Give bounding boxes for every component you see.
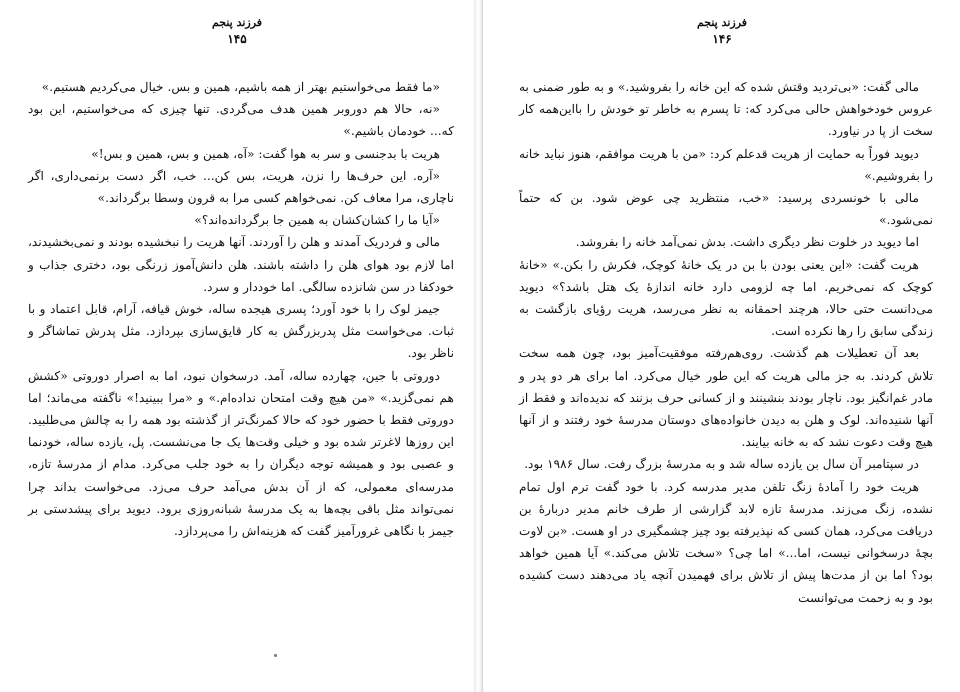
paragraph: «آره. این حرف‌ها را نزن، هریت، بس کن... خب، اگر دست برنمی‌داری، اگر ناچاری، مرا معاف کن. نمی‌خواهم کسی مرا به قرون وسطا برگرداند.»	[28, 168, 454, 206]
paragraph: جیمز لوک را با خود آورد؛ پسری هیجده ساله، خوش قیافه، آرام، قابل اعتماد و با ثبات. می‌خواست مثل پدربزرگش به کار قایق‌سازی بپردازد. مثل پدرش تماشاگر و ناظر بود.	[28, 302, 454, 361]
paragraph: دیوید فوراً به حمایت از هریت قدعلم کرد: «من با هریت موافقم، هنوز نباید خانه را بفروشیم.»	[519, 146, 933, 183]
paragraph: در سپتامبر آن سال بن یازده ساله شد و به مدرسهٔ بزرگ رفت. سال ۱۹۸۶ بود.	[524, 457, 919, 472]
paragraph: هریت گفت: «این یعنی بودن با بن در یک خانهٔ کوچک، فکرش را بکن.» «خانهٔ کوچک که نمی‌خریم. اما چه لزومی دارد خانه اندازهٔ یک هتل باشد؟» دیوید می‌دانست حتی حالا، هرچند احمقانه به نظر می‌رسد، هریت رؤیای بازگشت به زندگی سابق را رها نکرده است.	[519, 257, 933, 339]
left-page-header	[0, 16, 474, 47]
paragraph: «آیا ما را کشان‌کشان به همین جا برگردانده‌اند؟»	[194, 213, 440, 228]
paragraph: مالی و فردریک آمدند و هلن را آوردند. آنها هریت را نبخشیده بودند و نمی‌بخشیدند، اما لازم بود هوای هلن را داشته باشند. هلن دانش‌آموز زرنگی بود، دختری جذاب و خودکفا در سن شانزده سالگی. اما خوددار و سرد.	[28, 235, 454, 294]
right-page-number: ۱۴۶	[712, 32, 732, 46]
left-running-title: فرزند پنجم	[211, 16, 263, 29]
paragraph: دوروتی با جین، چهارده ساله، آمد. درسخوان نبود، اما به اصرار دوروتی «کشش هم نمی‌گزید.» «من هیچ وقت امتحان نداده‌ام.» و «مرا ببینید!» ناگفته می‌ماند؛ اما دوروتی فقط با حضور خود که حالا کمرنگ‌تر از گذشته بود همه را به چالش می‌طلبید. این روزها لاغرتر شده بود و خیلی وقت‌ها یک جا می‌نشست. پل، یازده ساله، خودنما و عصبی بود و همیشه توجه دیگران را به خود جلب می‌کرد. مدام از مدرسهٔ تازه، مدرسه‌ای معمولی، که از آن بدش می‌آمد حرف می‌زد. می‌خواست بداند چرا نمی‌تواند مثل باقی بچه‌ها به یک مدرسهٔ شبانه‌روزی برود. دیوید برای پیشدستی بر جیمز با نگاهی غرورآمیز گفت که هزینه‌اش را می‌پردازد.	[28, 368, 454, 539]
left-page-body	[28, 76, 454, 542]
right-page-header	[483, 16, 960, 47]
right-running-title: فرزند پنجم	[696, 16, 748, 29]
paragraph: «نه، حالا هم دوروبر همین هدف می‌گردی. تنها چیزی که می‌خواستیم، این بود که... خودمان باشیم.»	[28, 102, 454, 139]
paragraph: هریت با بدجنسی و سر به هوا گفت: «آه، همین و بس، همین و بس!»	[91, 146, 440, 161]
paragraph: هریت خود را آمادهٔ زنگ تلفن مدیر مدرسه کرد. با خود گفت ترم اول تمام نشده، زنگ می‌زند. مدرسهٔ تازه لابد گزارشی از طرف خانم مدیر دربارهٔ بن دریافت می‌کرد، همان کسی که نپذیرفته بود چیز چشمگیری در او هست. «بن لاوت بچهٔ درسخوانی نیست، اما...» اما چی؟ «سخت تلاش می‌کند.» آیا همین خواهد بود؟ اما بن از مدت‌ها پیش از تلاش برای فهمیدن آنچه یاد می‌دهند دست کشیده بود و به زحمت می‌توانست	[519, 479, 933, 605]
right-page	[482, 0, 960, 692]
left-page	[0, 0, 475, 692]
right-page-body	[519, 76, 933, 609]
book-gutter	[474, 0, 482, 692]
paragraph: بعد آن تعطیلات هم گذشت. روی‌هم‌رفته موفقیت‌آمیز بود، چون همه سخت تلاش کردند. به جز مالی هریت که این طور خیال می‌کرد. اما برای هر دو پدر و مادر غم‌انگیز بود. ناچار بودند بنشینند و از کسانی حرف بزنند که ندیده‌اند و فقط از آنها شنیده‌اند. لوک و هلن به دیدن خانواده‌های دوستان مدرسهٔ خود رفتند و از آنها هیچ وقت دعوت نشد که به خانه بیایند.	[519, 346, 933, 450]
paragraph: مالی با خونسردی پرسید: «خب، منتظرید چی عوض شود. بن که حتماً نمی‌شود.»	[519, 191, 933, 228]
paragraph: «ما فقط می‌خواستیم بهتر از همه باشیم، همین و بس. خیال می‌کردیم هستیم.»	[41, 80, 440, 94]
left-page-number: ۱۴۵	[227, 32, 247, 46]
paragraph: اما دیوید در خلوت نظر دیگری داشت. بدش نمی‌آمد خانه را بفروشد.	[575, 235, 919, 250]
paragraph: مالی گفت: «بی‌تردید وقتش شده که این خانه را بفروشید.» و به طور ضمنی به عروس خودخواهش حالی می‌کرد که: تا پسرم به خاطر تو خودش را بااین‌همه کار سخت از پا در نیاورد.	[519, 80, 933, 139]
ink-speck	[274, 654, 277, 657]
